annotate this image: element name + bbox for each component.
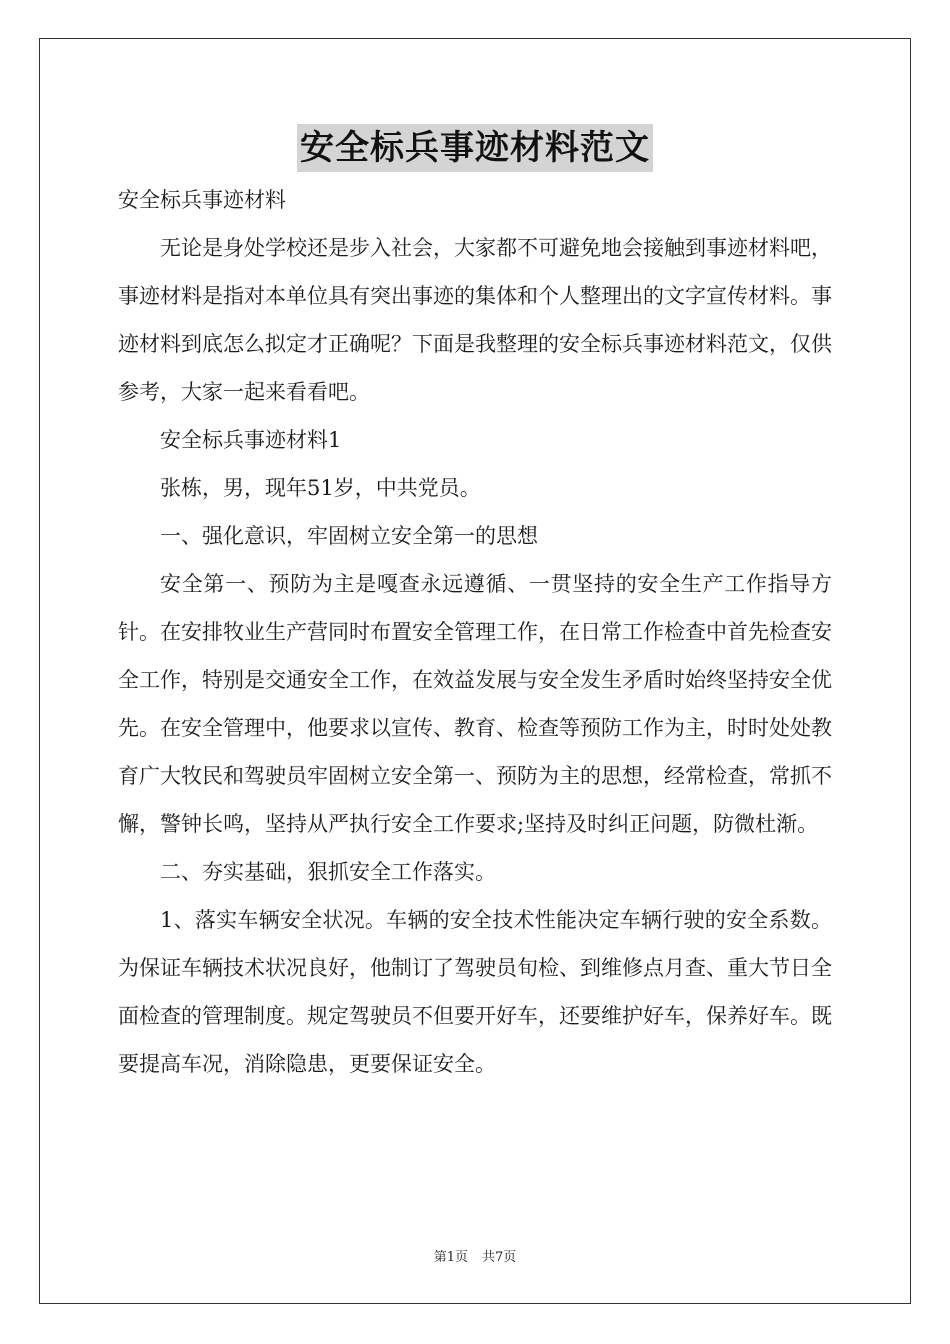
page-number: 第1页 (433, 1250, 468, 1265)
section-heading-2: 二、夯实基础，狠抓安全工作落实。 (160, 860, 496, 884)
document-title: 安全标兵事迹材料范文 (297, 124, 653, 172)
document-subtitle: 安全标兵事迹材料 (118, 188, 286, 212)
paragraph-intro: 无论是身处学校还是步入社会，大家都不可避免地会接触到事迹材料吧，事迹材料是指对本单位具有突出事迹的集体和个人整理出的文字宣传材料。事迹材料到底怎么拟定才正确呢？下面是我整理的安全标兵事迹材料范文，仅供参考，大家一起来看看吧。 (118, 236, 832, 404)
paragraph-vehicle-safety: 1、落实车辆安全状况。车辆的安全技术性能决定车辆行驶的安全系数。为保证车辆技术状况良好，他制订了驾驶员旬检、到维修点月查、重大节日全面检查的管理制度。规定驾驶员不但要开好车，还要维护好车，保养好车。既要提高车况，消除隐患，更要保证安全。 (118, 908, 832, 1076)
section-heading-material-1: 安全标兵事迹材料1 (160, 428, 342, 452)
document-body (118, 176, 832, 1088)
paragraph-safety-first: 安全第一、预防为主是嘎查永远遵循、一贯坚持的安全生产工作指导方针。在安排牧业生产营同时布置安全管理工作，在日常工作检查中首先检查安全工作，特别是交通安全工作，在效益发展与安全发生矛盾时始终坚持安全优先。在安全管理中，他要求以宣传、教育、检查等预防工作为主，时时处处教育广大牧民和驾驶员牢固树立安全第一、预防为主的思想，经常检查，常抓不懈，警钟长鸣，坚持从严执行安全工作要求;坚持及时纠正问题，防微杜渐。 (118, 572, 832, 836)
paragraph-person-info: 张栋，男，现年51岁，中共党员。 (160, 476, 481, 500)
title-container (0, 124, 950, 172)
section-heading-1: 一、强化意识，牢固树立安全第一的思想 (160, 524, 538, 548)
page-footer (0, 1246, 950, 1265)
page-total: 共7页 (482, 1250, 517, 1265)
